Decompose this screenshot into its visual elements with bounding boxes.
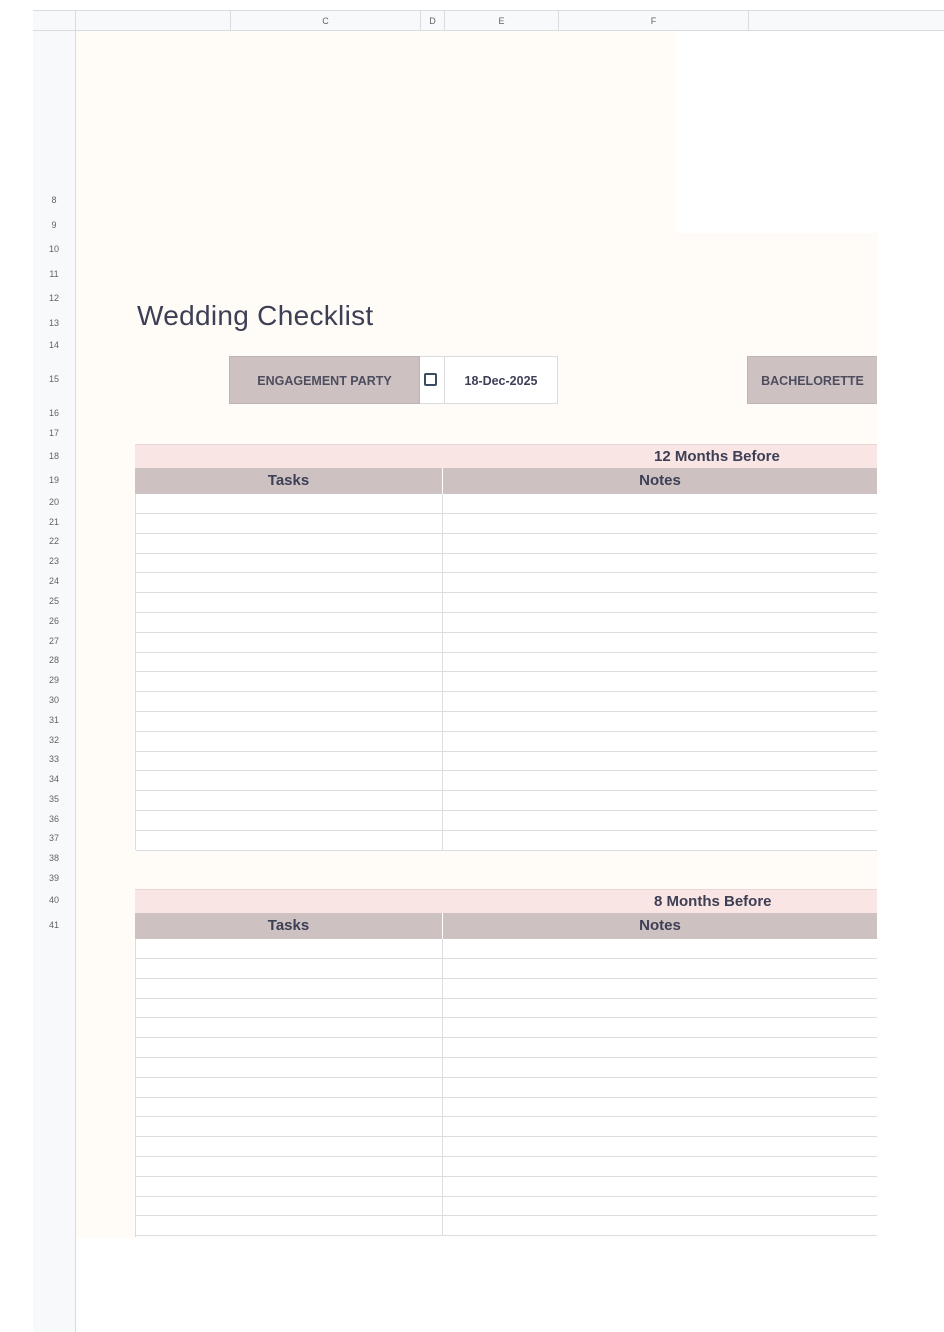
table-row — [136, 534, 877, 554]
notes-cell[interactable] — [443, 811, 877, 830]
task-cell[interactable] — [136, 593, 443, 612]
task-cell[interactable] — [136, 514, 443, 533]
notes-cell[interactable] — [443, 1177, 877, 1196]
section-header-8-months — [135, 889, 877, 913]
row-header[interactable]: 12 — [48, 293, 59, 303]
task-cell[interactable] — [136, 1058, 443, 1077]
table-row — [136, 1117, 877, 1137]
row-header[interactable]: 11 — [49, 269, 59, 279]
row-header[interactable]: 9 — [51, 220, 57, 230]
row-header[interactable]: 22 — [48, 536, 59, 546]
table-row — [136, 652, 877, 672]
task-cell[interactable] — [136, 811, 443, 830]
task-cell[interactable] — [136, 771, 443, 790]
table-row — [136, 939, 877, 959]
task-cell[interactable] — [136, 998, 443, 1017]
notes-cell[interactable] — [443, 1018, 877, 1037]
notes-cell[interactable] — [443, 831, 877, 850]
column-header-d[interactable]: D — [420, 11, 444, 31]
row-header[interactable]: 13 — [48, 318, 59, 328]
notes-cell[interactable] — [443, 1097, 877, 1116]
task-cell[interactable] — [136, 712, 443, 731]
table-row — [136, 514, 877, 534]
engagement-checkbox-cell[interactable] — [420, 356, 444, 404]
notes-cell[interactable] — [443, 1137, 877, 1156]
row-header[interactable]: 20 — [48, 497, 59, 507]
task-cell[interactable] — [136, 831, 443, 850]
row-header[interactable]: 36 — [48, 814, 59, 824]
table-row — [136, 1078, 877, 1098]
row-header[interactable]: 28 — [48, 655, 59, 665]
section-title: 8 Months Before — [654, 893, 772, 910]
table-row — [136, 593, 877, 613]
task-cell[interactable] — [136, 1196, 443, 1215]
column-header-f[interactable]: F — [558, 11, 748, 31]
notes-cell[interactable] — [443, 1196, 877, 1215]
sheet-background-top — [76, 31, 676, 233]
checkbox-icon[interactable] — [424, 373, 437, 386]
column-header-c[interactable]: C — [230, 11, 420, 31]
notes-header: Notes — [639, 917, 681, 934]
notes-cell[interactable] — [443, 672, 877, 691]
notes-cell[interactable] — [443, 939, 877, 958]
table-row — [136, 998, 877, 1018]
notes-cell[interactable] — [443, 633, 877, 652]
row-header[interactable]: 15 — [48, 374, 59, 384]
notes-cell[interactable] — [443, 979, 877, 998]
notes-cell[interactable] — [443, 1078, 877, 1097]
table-row — [136, 959, 877, 979]
table-row — [136, 1177, 877, 1197]
task-cell[interactable] — [136, 573, 443, 592]
table-row — [136, 1058, 877, 1078]
tasks-header: Tasks — [135, 913, 443, 939]
row-header[interactable]: 33 — [48, 754, 59, 764]
task-cell[interactable] — [136, 1078, 443, 1097]
column-headers-row — [135, 913, 877, 939]
table-row — [136, 553, 877, 573]
table-row — [136, 751, 877, 771]
row-header[interactable]: 29 — [48, 675, 59, 685]
row-header[interactable]: 24 — [48, 576, 59, 586]
task-cell[interactable] — [136, 494, 443, 513]
task-cell[interactable] — [136, 652, 443, 671]
task-cell[interactable] — [136, 791, 443, 810]
row-header[interactable]: 25 — [48, 596, 59, 606]
notes-cell[interactable] — [443, 613, 877, 632]
table-row — [136, 1018, 877, 1038]
column-header-b[interactable] — [75, 11, 230, 31]
engagement-party-cell[interactable]: ENGAGEMENT PARTY — [229, 356, 420, 404]
task-cell[interactable] — [136, 534, 443, 553]
table-row — [136, 613, 877, 633]
row-header[interactable]: 30 — [48, 695, 59, 705]
notes-cell[interactable] — [443, 514, 877, 533]
row-header[interactable]: 27 — [48, 636, 59, 646]
row-header[interactable]: 8 — [51, 195, 57, 205]
engagement-date-cell[interactable]: 18-Dec-2025 — [444, 356, 558, 404]
row-header[interactable]: 19 — [48, 475, 59, 485]
table-row — [136, 791, 877, 811]
notes-cell[interactable] — [443, 494, 877, 513]
notes-cell[interactable] — [443, 998, 877, 1017]
table-row — [136, 494, 877, 514]
row-header[interactable]: 39 — [48, 873, 59, 883]
row-header[interactable]: 26 — [48, 616, 59, 626]
notes-cell[interactable] — [443, 771, 877, 790]
table-row — [136, 979, 877, 999]
task-cell[interactable] — [136, 1157, 443, 1176]
row-header[interactable]: 17 — [48, 428, 59, 438]
task-cell[interactable] — [136, 959, 443, 978]
section-title: 12 Months Before — [654, 448, 780, 465]
page-title: Wedding Checklist — [137, 300, 374, 331]
row-header[interactable]: 31 — [48, 715, 59, 725]
table-row — [136, 712, 877, 732]
table-row — [136, 1196, 877, 1216]
row-header[interactable]: 34 — [48, 774, 59, 784]
row-header[interactable]: 40 — [48, 895, 59, 905]
row-header[interactable]: 14 — [48, 340, 59, 350]
table-row — [136, 1216, 877, 1236]
notes-cell[interactable] — [443, 732, 877, 751]
row-header[interactable]: 32 — [48, 735, 59, 745]
table-row — [136, 771, 877, 791]
notes-cell[interactable] — [443, 573, 877, 592]
tasks-header: Tasks — [135, 468, 443, 494]
table-row — [136, 732, 877, 752]
task-cell[interactable] — [136, 939, 443, 958]
column-header-g[interactable] — [748, 11, 944, 31]
task-cell[interactable] — [136, 672, 443, 691]
task-cell[interactable] — [136, 1137, 443, 1156]
notes-cell[interactable] — [443, 1038, 877, 1057]
task-cell[interactable] — [136, 613, 443, 632]
tasks-grid-12-months — [135, 494, 877, 850]
column-header-e[interactable]: E — [444, 11, 558, 31]
task-cell[interactable] — [136, 751, 443, 770]
notes-cell[interactable] — [443, 712, 877, 731]
task-cell[interactable] — [136, 1097, 443, 1116]
table-row — [136, 1038, 877, 1058]
row-header[interactable]: 38 — [48, 853, 59, 863]
task-cell[interactable] — [136, 1038, 443, 1057]
row-header[interactable]: 21 — [48, 517, 59, 527]
task-cell[interactable] — [136, 979, 443, 998]
task-cell[interactable] — [136, 732, 443, 751]
table-row — [136, 633, 877, 653]
row-header[interactable]: 23 — [48, 556, 59, 566]
row-header[interactable]: 18 — [48, 451, 59, 461]
notes-cell[interactable] — [443, 534, 877, 553]
task-cell[interactable] — [136, 1177, 443, 1196]
row-header[interactable]: 37 — [48, 833, 59, 843]
row-header[interactable]: 41 — [48, 920, 59, 930]
table-row — [136, 811, 877, 831]
task-cell[interactable] — [136, 1018, 443, 1037]
table-row — [136, 573, 877, 593]
section-header-12-months — [135, 444, 877, 468]
bachelorette-cell[interactable]: BACHELORETTE — [747, 356, 877, 404]
notes-cell[interactable] — [443, 751, 877, 770]
notes-cell[interactable] — [443, 553, 877, 572]
row-header[interactable]: 16 — [48, 408, 59, 418]
column-header-bar — [33, 10, 944, 31]
table-row — [136, 1157, 877, 1177]
tasks-grid-8-months — [135, 939, 877, 1237]
task-cell[interactable] — [136, 553, 443, 572]
notes-cell[interactable] — [443, 959, 877, 978]
task-cell[interactable] — [136, 633, 443, 652]
notes-cell[interactable] — [443, 593, 877, 612]
row-header-gutter — [33, 31, 76, 1332]
task-cell[interactable] — [136, 1117, 443, 1136]
task-cell[interactable] — [136, 1216, 443, 1235]
row-header[interactable]: 35 — [48, 794, 59, 804]
notes-cell[interactable] — [443, 1058, 877, 1077]
notes-cell[interactable] — [443, 791, 877, 810]
notes-header: Notes — [639, 472, 681, 489]
notes-cell[interactable] — [443, 1117, 877, 1136]
table-row — [136, 831, 877, 851]
task-cell[interactable] — [136, 692, 443, 711]
notes-cell[interactable] — [443, 1157, 877, 1176]
notes-cell[interactable] — [443, 692, 877, 711]
table-row — [136, 1137, 877, 1157]
notes-cell[interactable] — [443, 1216, 877, 1235]
table-row — [136, 692, 877, 712]
table-row — [136, 672, 877, 692]
row-header[interactable]: 10 — [48, 244, 59, 254]
notes-cell[interactable] — [443, 652, 877, 671]
column-headers-row — [135, 468, 877, 494]
table-row — [136, 1097, 877, 1117]
